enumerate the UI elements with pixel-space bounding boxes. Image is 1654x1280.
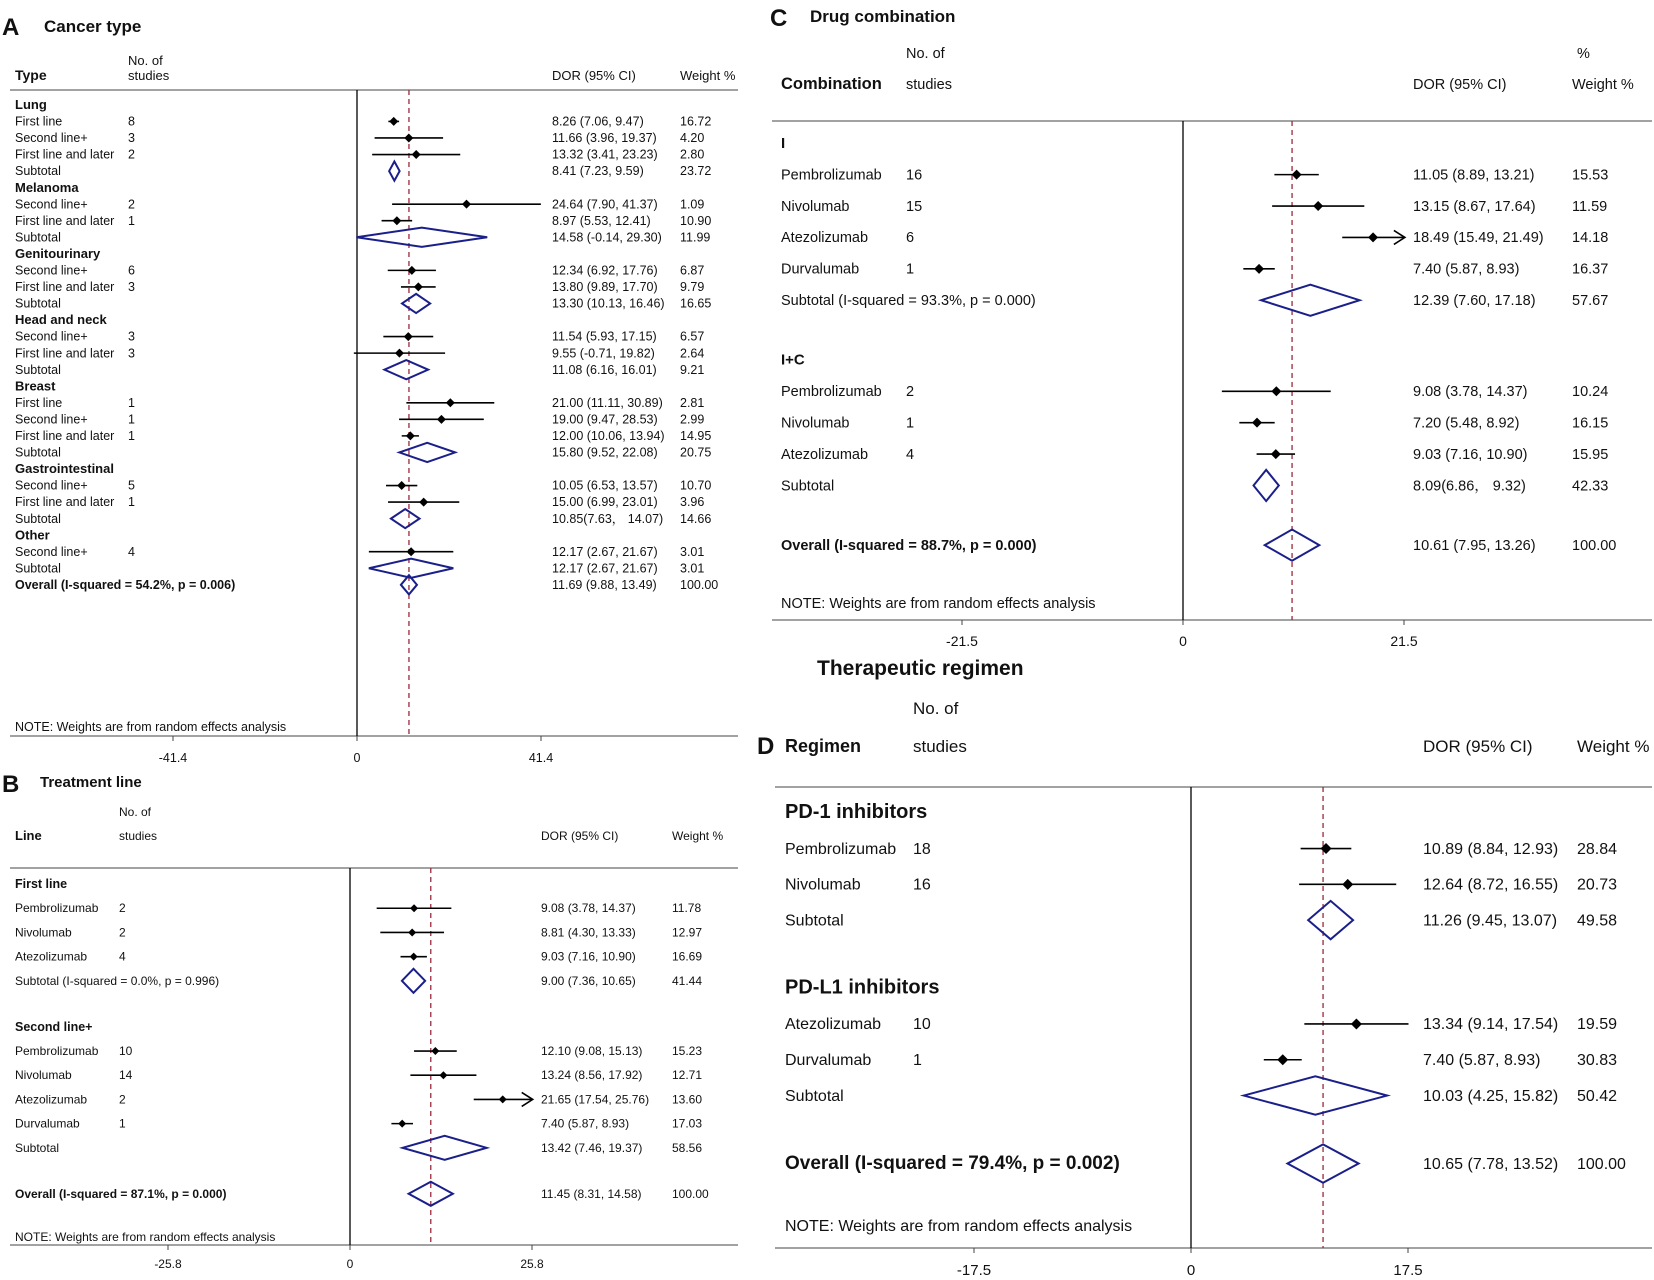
row-label-b-row-7: Pembrolizumab (15, 1043, 99, 1058)
row-ci-d-row-6: 13.34 (9.14, 17.54) (1423, 1016, 1559, 1034)
row-ci-a-row-27: 12.17 (2.67, 21.67) (552, 544, 658, 559)
header-dor-a: DOR (95% CI) (552, 68, 636, 83)
row-label-d-row-2: Nivolumab (785, 876, 861, 894)
row-studies-d-row-2: 16 (913, 876, 931, 894)
point-estimate-c-row-10 (1271, 449, 1281, 459)
row-weight-d-row-8: 50.42 (1577, 1087, 1618, 1105)
note-a: NOTE: Weights are from random effects analysis (15, 720, 287, 734)
row-ci-b-row-2: 8.81 (4.30, 13.33) (541, 925, 636, 940)
point-estimate-a-row-7 (392, 216, 401, 225)
row-ci-a-row-21: 15.80 (9.52, 22.08) (552, 445, 658, 460)
row-ci-c-row-1: 11.05 (8.89, 13.21) (1413, 167, 1535, 184)
row-weight-c-row-10: 15.95 (1572, 446, 1609, 463)
subtotal-diamond-c-row-5 (1261, 285, 1359, 316)
axis-tick-label-c: 0 (1179, 633, 1187, 649)
row-label-b-row-4: Subtotal (I-squared = 0.0%, p = 0.996) (15, 973, 220, 988)
row-weight-a-row-14: 6.57 (680, 329, 705, 344)
row-ci-a-row-19: 19.00 (9.47, 28.53) (552, 412, 658, 427)
row-label-d-row-6: Atezolizumab (785, 1016, 882, 1034)
row-ci-b-row-11: 13.42 (7.46, 19.37) (541, 1140, 643, 1155)
point-estimate-c-row-2 (1313, 201, 1323, 211)
group-label-a-row-17: Breast (15, 378, 56, 394)
row-label-a-row-7: First line and later (15, 213, 115, 228)
group-label-d-row-5: PD-L1 inhibitors (785, 976, 940, 999)
axis-tick-label-c: 21.5 (1390, 633, 1418, 649)
panel-letter-a: A (2, 14, 20, 41)
row-label-b-row-11: Subtotal (15, 1140, 60, 1155)
row-ci-a-row-8: 14.58 (-0.14, 29.30) (552, 230, 662, 245)
group-label-a-row-0: Lung (15, 97, 47, 112)
row-studies-b-row-3: 4 (119, 949, 126, 964)
row-weight-d-row-7: 30.83 (1577, 1052, 1618, 1070)
subtotal-diamond-a-row-21 (399, 443, 455, 462)
subtotal-diamond-a-row-28 (369, 559, 453, 578)
row-ci-a-row-7: 8.97 (5.53, 12.41) (552, 213, 651, 228)
point-estimate-a-row-2 (404, 133, 413, 142)
header-studies-top-b: No. of (119, 805, 152, 819)
group-label-d-row-0: PD-1 inhibitors (785, 801, 928, 823)
row-ci-a-row-23: 10.05 (6.53, 13.57) (552, 478, 658, 493)
point-estimate-a-row-19 (437, 415, 446, 424)
row-weight-b-row-3: 16.69 (672, 949, 703, 964)
row-weight-c-row-4: 16.37 (1572, 261, 1609, 278)
axis-tick-label-d: 0 (1186, 1262, 1196, 1279)
row-studies-a-row-10: 6 (128, 263, 135, 278)
row-ci-c-row-10: 9.03 (7.16, 10.90) (1413, 446, 1528, 463)
row-label-b-row-2: Nivolumab (15, 925, 72, 940)
point-estimate-a-row-1 (389, 117, 398, 126)
header-group-d: Regimen (785, 736, 862, 756)
row-ci-b-row-9: 21.65 (17.54, 25.76) (541, 1092, 650, 1107)
point-estimate-a-row-14 (404, 332, 413, 341)
row-ci-c-row-9: 7.20 (5.48, 8.92) (1413, 415, 1520, 432)
axis-tick-label-d: -17.5 (956, 1262, 992, 1279)
group-label-b-row-6: Second line+ (15, 1019, 93, 1034)
row-ci-a-row-25: 10.85(7.63， 14.07) (552, 511, 664, 526)
row-weight-a-row-15: 2.64 (680, 346, 705, 361)
subtotal-diamond-d-row-3 (1308, 901, 1353, 939)
point-estimate-a-row-27 (407, 547, 416, 556)
row-weight-c-row-1: 15.53 (1572, 167, 1609, 184)
note-d: NOTE: Weights are from random effects analysis (785, 1218, 1133, 1235)
axis-tick-label-b: 25.8 (520, 1257, 544, 1271)
row-weight-a-row-28: 3.01 (680, 561, 705, 576)
panel-title-d: Therapeutic regimen (817, 657, 1024, 680)
row-studies-a-row-6: 2 (128, 197, 135, 212)
row-studies-d-row-6: 10 (913, 1016, 931, 1034)
row-label-a-row-6: Second line+ (15, 197, 88, 212)
row-ci-a-row-3: 13.32 (3.41, 23.23) (552, 147, 658, 162)
axis-tick-label-b: -25.8 (154, 1257, 182, 1271)
subtotal-diamond-c-row-11 (1254, 470, 1279, 501)
row-weight-a-row-23: 10.70 (680, 478, 712, 493)
row-studies-a-row-27: 4 (128, 544, 135, 559)
row-label-c-row-3: Atezolizumab (781, 230, 869, 247)
row-weight-d-row-1: 28.84 (1577, 840, 1618, 858)
point-estimate-a-row-6 (462, 200, 471, 209)
panel-letter-c: C (770, 5, 788, 32)
row-studies-d-row-7: 1 (913, 1052, 922, 1070)
row-ci-d-row-1: 10.89 (8.84, 12.93) (1423, 840, 1559, 858)
row-label-b-row-8: Nivolumab (15, 1068, 72, 1083)
group-label-a-row-26: Other (15, 527, 50, 543)
point-estimate-a-row-23 (397, 481, 406, 490)
group-label-a-row-22: Gastrointestinal (15, 461, 114, 477)
row-studies-a-row-20: 1 (128, 429, 135, 443)
header-group-b: Line (15, 828, 42, 843)
point-estimate-b-row-9 (499, 1095, 507, 1103)
group-label-a-row-9: Genitourinary (15, 245, 101, 261)
row-ci-b-row-7: 12.10 (9.08, 15.13) (541, 1043, 643, 1058)
point-estimate-a-row-11 (414, 282, 423, 291)
row-label-a-row-1: First line (15, 114, 63, 129)
axis-tick-label-c: -21.5 (946, 633, 978, 649)
row-weight-b-row-9: 13.60 (672, 1092, 703, 1107)
row-ci-b-row-13: 11.45 (8.31, 14.58) (541, 1186, 642, 1201)
header-studies-bottom-d: studies (913, 737, 967, 756)
row-weight-c-row-3: 14.18 (1572, 230, 1609, 247)
row-label-c-row-4: Durvalumab (781, 261, 860, 278)
point-estimate-b-row-1 (410, 904, 418, 912)
row-label-a-row-23: Second line+ (15, 478, 88, 493)
row-weight-a-row-1: 16.72 (680, 114, 712, 129)
row-label-a-row-21: Subtotal (15, 445, 61, 460)
header-dor-d: DOR (95% CI) (1423, 737, 1533, 756)
row-weight-b-row-11: 58.56 (672, 1140, 703, 1155)
row-label-a-row-11: First line and later (15, 280, 115, 295)
row-weight-c-row-2: 11.59 (1572, 198, 1608, 215)
header-studies-bottom-c: studies (906, 77, 952, 93)
row-ci-a-row-16: 11.08 (6.16, 16.01) (552, 362, 657, 377)
row-label-a-row-29: Overall (I-squared = 54.2%, p = 0.006) (15, 577, 236, 592)
row-label-a-row-14: Second line+ (15, 329, 88, 344)
row-weight-d-row-2: 20.73 (1577, 876, 1618, 894)
row-label-a-row-12: Subtotal (15, 296, 61, 311)
group-label-b-row-0: First line (15, 877, 68, 891)
row-studies-a-row-14: 3 (128, 329, 135, 344)
row-label-b-row-9: Atezolizumab (15, 1092, 88, 1107)
header-studies-top-c: No. of (906, 46, 945, 62)
row-label-c-row-9: Nivolumab (781, 415, 850, 432)
row-label-a-row-10: Second line+ (15, 263, 88, 278)
row-label-c-row-10: Atezolizumab (781, 446, 869, 463)
row-weight-a-row-7: 10.90 (680, 213, 712, 228)
row-weight-b-row-2: 12.97 (672, 925, 703, 940)
row-studies-a-row-3: 2 (128, 147, 135, 162)
row-studies-c-row-3: 6 (906, 230, 915, 247)
row-studies-c-row-2: 15 (906, 198, 923, 215)
axis-tick-label-d: 17.5 (1393, 1262, 1423, 1279)
row-ci-c-row-2: 13.15 (8.67, 17.64) (1413, 198, 1536, 215)
row-label-a-row-18: First line (15, 395, 63, 410)
row-weight-a-row-16: 9.21 (680, 362, 705, 377)
group-label-a-row-13: Head and neck (15, 312, 107, 328)
point-estimate-d-row-1 (1321, 843, 1332, 854)
row-label-c-row-5: Subtotal (I-squared = 93.3%, p = 0.000) (781, 293, 1036, 309)
row-weight-a-row-25: 14.66 (680, 511, 712, 526)
row-ci-d-row-3: 11.26 (9.45, 13.07) (1423, 912, 1558, 930)
row-studies-b-row-7: 10 (119, 1043, 133, 1058)
row-label-a-row-8: Subtotal (15, 230, 61, 245)
row-weight-a-row-20: 14.95 (680, 429, 712, 443)
row-weight-a-row-29: 100.00 (680, 577, 719, 592)
row-ci-d-row-10: 10.65 (7.78, 13.52) (1423, 1155, 1559, 1173)
row-weight-a-row-3: 2.80 (680, 147, 705, 162)
row-weight-b-row-1: 11.78 (672, 901, 702, 916)
row-studies-c-row-1: 16 (906, 167, 923, 184)
row-label-b-row-3: Atezolizumab (15, 949, 88, 964)
point-estimate-b-row-7 (431, 1047, 439, 1055)
point-estimate-c-row-9 (1252, 418, 1262, 428)
row-studies-a-row-19: 1 (128, 412, 135, 427)
row-ci-d-row-8: 10.03 (4.25, 15.82) (1423, 1087, 1559, 1105)
row-weight-a-row-6: 1.09 (680, 197, 705, 212)
subtotal-diamond-a-row-16 (384, 360, 428, 379)
row-ci-c-row-5: 12.39 (7.60, 17.18) (1413, 293, 1536, 309)
row-label-a-row-19: Second line+ (15, 412, 88, 427)
row-weight-d-row-3: 49.58 (1577, 912, 1618, 930)
row-studies-a-row-2: 3 (128, 131, 135, 146)
row-label-a-row-4: Subtotal (15, 164, 61, 179)
row-label-c-row-8: Pembrolizumab (781, 384, 882, 401)
row-label-c-row-11: Subtotal (781, 478, 835, 495)
row-ci-b-row-8: 13.24 (8.56, 17.92) (541, 1068, 643, 1083)
point-estimate-b-row-10 (398, 1120, 406, 1128)
point-estimate-c-row-8 (1271, 386, 1281, 396)
row-ci-a-row-24: 15.00 (6.99, 23.01) (552, 495, 658, 510)
point-estimate-d-row-6 (1351, 1018, 1362, 1029)
row-weight-a-row-19: 2.99 (680, 412, 705, 427)
row-ci-a-row-18: 21.00 (11.11, 30.89) (552, 395, 663, 410)
header-studies-bottom-a: studies (128, 68, 170, 83)
row-weight-b-row-7: 15.23 (672, 1043, 703, 1058)
row-studies-a-row-23: 5 (128, 478, 135, 493)
point-estimate-a-row-24 (419, 498, 428, 507)
row-studies-a-row-15: 3 (128, 346, 135, 361)
subtotal-diamond-b-row-11 (403, 1136, 487, 1160)
row-label-a-row-2: Second line+ (15, 131, 88, 146)
header-dor-c: DOR (95% CI) (1413, 77, 1507, 93)
row-label-d-row-3: Subtotal (785, 912, 844, 930)
point-estimate-a-row-15 (395, 349, 404, 358)
row-studies-b-row-2: 2 (119, 925, 126, 940)
row-weight-a-row-27: 3.01 (680, 544, 705, 559)
header-weight-a: Weight % (680, 68, 736, 83)
row-label-a-row-20: First line and later (15, 429, 115, 443)
row-ci-d-row-2: 12.64 (8.72, 16.55) (1423, 876, 1559, 894)
row-ci-a-row-1: 8.26 (7.06, 9.47) (552, 114, 644, 129)
point-estimate-c-row-4 (1254, 264, 1264, 274)
row-label-a-row-25: Subtotal (15, 511, 61, 526)
panel-letter-b: B (2, 771, 20, 798)
point-estimate-a-row-18 (446, 398, 455, 407)
header-weight-b: Weight % (672, 829, 724, 843)
row-ci-c-row-4: 7.40 (5.87, 8.93) (1413, 261, 1520, 278)
subtotal-diamond-a-row-12 (402, 294, 430, 313)
row-label-b-row-13: Overall (I-squared = 87.1%, p = 0.000) (15, 1186, 227, 1201)
subtotal-diamond-d-row-8 (1244, 1076, 1387, 1114)
row-label-d-row-7: Durvalumab (785, 1052, 872, 1070)
row-label-c-row-2: Nivolumab (781, 198, 850, 215)
row-ci-a-row-10: 12.34 (6.92, 17.76) (552, 263, 658, 278)
row-ci-c-row-8: 9.08 (3.78, 14.37) (1413, 384, 1528, 401)
row-label-c-row-1: Pembrolizumab (781, 167, 882, 184)
point-estimate-c-row-3 (1368, 232, 1378, 242)
row-studies-b-row-10: 1 (119, 1116, 126, 1131)
row-studies-a-row-11: 3 (128, 280, 135, 295)
row-studies-b-row-9: 2 (119, 1092, 126, 1107)
row-ci-d-row-7: 7.40 (5.87, 8.93) (1423, 1052, 1541, 1070)
subtotal-diamond-a-row-25 (391, 509, 420, 528)
row-weight-b-row-8: 12.71 (672, 1068, 703, 1083)
header-group-a: Type (15, 67, 47, 83)
row-label-d-row-10: Overall (I-squared = 79.4%, p = 0.002) (785, 1152, 1120, 1174)
header-studies-top-d: No. of (913, 699, 959, 718)
row-studies-b-row-1: 2 (119, 901, 126, 916)
row-ci-b-row-10: 7.40 (5.87, 8.93) (541, 1116, 630, 1131)
axis-tick-label-a: 0 (353, 751, 361, 765)
row-ci-b-row-1: 9.08 (3.78, 14.37) (541, 901, 636, 916)
row-studies-a-row-1: 8 (128, 114, 135, 129)
row-ci-a-row-29: 11.69 (9.88, 13.49) (552, 577, 657, 592)
row-ci-a-row-20: 12.00 (10.06, 13.94) (552, 429, 665, 443)
group-label-c-row-0: I (781, 135, 786, 152)
row-weight-b-row-10: 17.03 (672, 1116, 703, 1131)
point-estimate-a-row-3 (412, 150, 421, 159)
row-studies-b-row-8: 14 (119, 1068, 133, 1083)
row-label-a-row-16: Subtotal (15, 362, 61, 377)
row-weight-c-row-5: 57.67 (1572, 293, 1609, 309)
point-estimate-d-row-7 (1277, 1054, 1288, 1065)
row-weight-a-row-24: 3.96 (680, 495, 705, 510)
point-estimate-d-row-2 (1342, 879, 1353, 890)
group-label-c-row-7: I+C (781, 351, 805, 369)
row-weight-a-row-2: 4.20 (680, 131, 705, 146)
header-weight-c: Weight % (1572, 77, 1634, 93)
point-estimate-b-row-3 (410, 953, 418, 961)
row-label-a-row-3: First line and later (15, 147, 115, 162)
row-ci-a-row-15: 9.55 (-0.71, 19.82) (552, 346, 655, 361)
row-weight-c-row-9: 16.15 (1572, 415, 1609, 432)
point-estimate-c-row-1 (1292, 170, 1302, 180)
point-estimate-b-row-2 (408, 928, 416, 936)
row-studies-c-row-8: 2 (906, 384, 915, 401)
row-weight-b-row-4: 41.44 (672, 973, 703, 988)
row-label-b-row-1: Pembrolizumab (15, 901, 99, 916)
axis-tick-label-b: 0 (346, 1257, 354, 1271)
row-ci-b-row-4: 9.00 (7.36, 10.65) (541, 973, 636, 988)
axis-tick-label-a: -41.4 (158, 751, 188, 765)
row-weight-a-row-10: 6.87 (680, 263, 705, 278)
group-label-a-row-5: Melanoma (15, 179, 79, 195)
row-label-d-row-8: Subtotal (785, 1087, 844, 1105)
row-label-d-row-1: Pembrolizumab (785, 840, 897, 858)
row-weight-d-row-6: 19.59 (1577, 1016, 1618, 1034)
row-weight-a-row-8: 11.99 (680, 230, 711, 245)
row-ci-c-row-3: 18.49 (15.49, 21.49) (1413, 230, 1544, 247)
panel-title-b: Treatment line (40, 774, 142, 791)
point-estimate-b-row-8 (439, 1071, 447, 1079)
header-studies-bottom-b: studies (119, 829, 158, 843)
panel-title-a: Cancer type (44, 17, 142, 36)
row-weight-a-row-12: 16.65 (680, 296, 712, 311)
row-studies-a-row-18: 1 (128, 395, 135, 410)
row-label-c-row-13: Overall (I-squared = 88.7%, p = 0.000) (781, 537, 1037, 554)
row-studies-a-row-7: 1 (128, 213, 135, 228)
row-studies-d-row-1: 18 (913, 840, 931, 858)
row-weight-a-row-21: 20.75 (680, 445, 712, 460)
header-weight-d: Weight % (1577, 737, 1650, 756)
row-ci-a-row-2: 11.66 (3.96, 19.37) (552, 131, 657, 146)
row-label-a-row-15: First line and later (15, 346, 115, 361)
row-ci-c-row-11: 8.09(6.86， 9.32) (1413, 478, 1526, 495)
row-weight-c-row-13: 100.00 (1572, 537, 1617, 554)
subtotal-diamond-b-row-4 (402, 969, 425, 993)
header-weight-top-c: % (1577, 46, 1590, 62)
row-weight-a-row-11: 9.79 (680, 280, 705, 295)
subtotal-diamond-a-row-4 (389, 161, 399, 180)
row-weight-d-row-10: 100.00 (1577, 1155, 1626, 1173)
header-studies-top-a: No. of (128, 53, 163, 68)
row-ci-a-row-4: 8.41 (7.23, 9.59) (552, 164, 644, 179)
row-weight-b-row-13: 100.00 (672, 1186, 709, 1201)
row-ci-a-row-11: 13.80 (9.89, 17.70) (552, 280, 658, 295)
note-b: NOTE: Weights are from random effects analysis (15, 1230, 276, 1244)
header-dor-b: DOR (95% CI) (541, 829, 619, 843)
row-ci-c-row-13: 10.61 (7.95, 13.26) (1413, 537, 1536, 554)
row-label-a-row-24: First line and later (15, 495, 115, 510)
header-group-c: Combination (781, 75, 882, 93)
row-ci-a-row-28: 12.17 (2.67, 21.67) (552, 561, 658, 576)
row-label-a-row-28: Subtotal (15, 561, 61, 576)
row-label-b-row-10: Durvalumab (15, 1116, 80, 1131)
panel-title-c: Drug combination (810, 7, 956, 26)
row-ci-a-row-6: 24.64 (7.90, 41.37) (552, 197, 658, 212)
axis-tick-label-a: 41.4 (528, 751, 554, 765)
row-studies-c-row-10: 4 (906, 446, 915, 463)
row-studies-c-row-4: 1 (906, 261, 915, 278)
row-weight-c-row-8: 10.24 (1572, 384, 1609, 401)
row-weight-a-row-4: 23.72 (680, 164, 712, 179)
row-weight-a-row-18: 2.81 (680, 395, 705, 410)
row-weight-c-row-11: 42.33 (1572, 478, 1609, 495)
row-ci-b-row-3: 9.03 (7.16, 10.90) (541, 949, 636, 964)
row-ci-a-row-12: 13.30 (10.13, 16.46) (552, 296, 665, 311)
row-studies-a-row-24: 1 (128, 495, 135, 510)
point-estimate-a-row-20 (406, 431, 415, 440)
row-ci-a-row-14: 11.54 (5.93, 17.15) (552, 329, 657, 344)
subtotal-diamond-a-row-8 (356, 228, 487, 247)
note-c: NOTE: Weights are from random effects analysis (781, 596, 1096, 612)
row-studies-c-row-9: 1 (906, 415, 915, 432)
row-label-a-row-27: Second line+ (15, 544, 88, 559)
panel-letter-d: D (757, 733, 775, 760)
